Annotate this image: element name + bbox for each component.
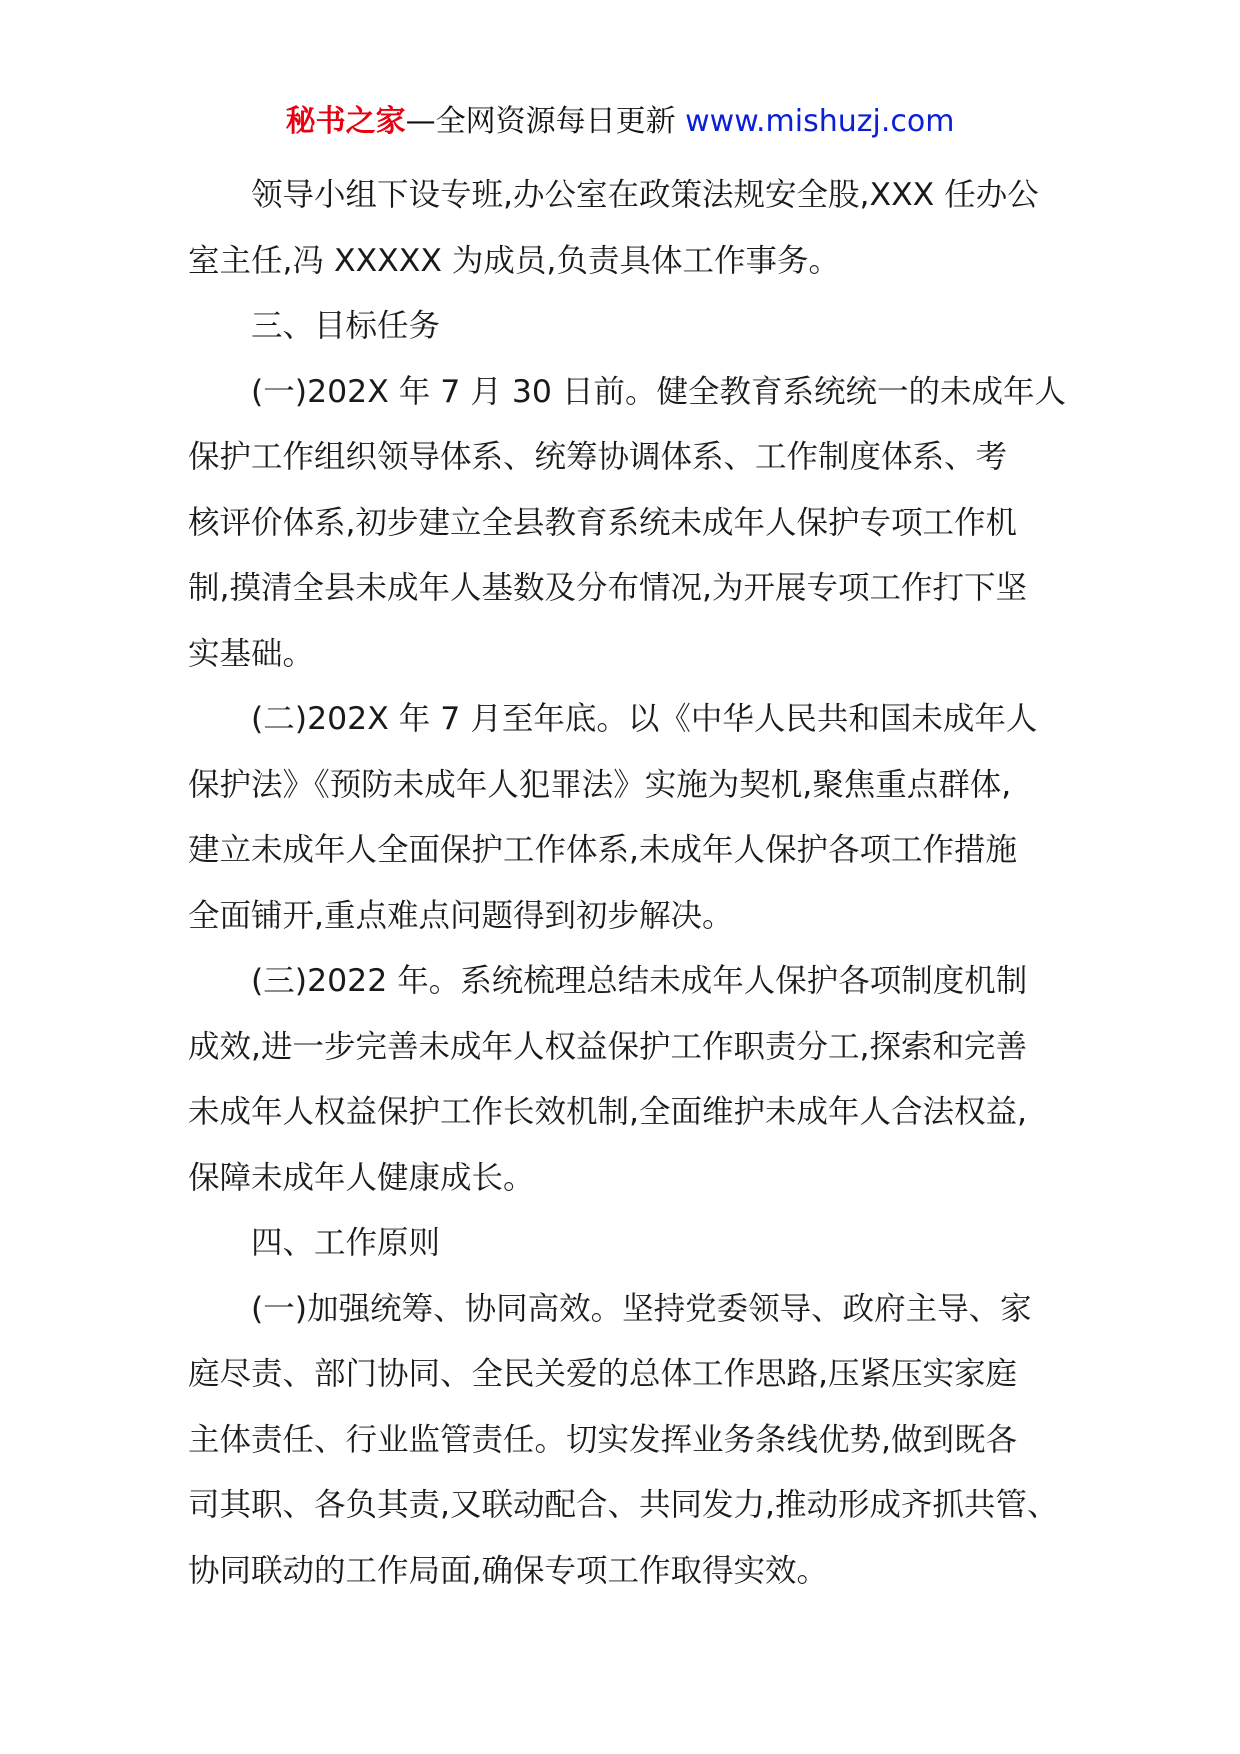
paragraph-principle-1: [188, 1277, 1068, 1605]
paragraph-goal-1: [188, 360, 1068, 688]
text-line: 保护法》《预防未成年人犯罪法》实施为契机,聚焦重点群体,: [188, 766, 1012, 803]
text-line: 保障未成年人健康成长。: [188, 1159, 535, 1196]
document-body: [188, 163, 1068, 1604]
text-line: 庭尽责、部门协同、全民关爱的总体工作思路,压紧压实家庭: [188, 1356, 1018, 1392]
text-line: (一)加强统筹、协同高效。坚持党委领导、政府主导、家: [251, 1290, 1032, 1327]
text-line: 领导小组下设专班,办公室在政策法规安全股,XXX 任办公: [251, 177, 1039, 213]
section-heading-principles: [188, 1211, 1068, 1277]
paragraph-goal-2: [188, 687, 1068, 949]
text-line: 核评价体系,初步建立全县教育系统未成年人保护专项工作机: [188, 504, 1018, 541]
text-line: 室主任,冯 XXXXX 为成员,负责具体工作事务。: [188, 242, 840, 279]
text-line: 成效,进一步完善未成年人权益保护工作职责分工,探索和完善: [188, 1028, 1028, 1065]
text-line: 主体责任、行业监管责任。切实发挥业务条线优势,做到既各: [188, 1421, 1018, 1458]
text-line: 全面铺开,重点难点问题得到初步解决。: [188, 897, 734, 934]
text-line: 建立未成年人全面保护工作体系,未成年人保护各项工作措施: [188, 832, 1018, 868]
text-line: 三、目标任务: [251, 308, 441, 344]
text-line: 四、工作原则: [251, 1225, 441, 1261]
paragraph-office: [188, 163, 1068, 294]
text-line: 协同联动的工作局面,确保专项工作取得实效。: [188, 1552, 829, 1589]
paragraph-goal-3: [188, 949, 1068, 1211]
page-header: [0, 100, 1240, 144]
text-line: 保护工作组织领导体系、统筹协调体系、工作制度体系、考: [188, 439, 1008, 475]
text-line: (三)2022 年。系统梳理总结未成年人保护各项制度机制: [251, 963, 1028, 999]
text-line: (二)202X 年 7 月至年底。以《中华人民共和国未成年人: [251, 701, 1038, 737]
text-line: 制,摸清全县未成年人基数及分布情况,为开展专项工作打下坚: [188, 570, 1028, 606]
site-url-link[interactable]: www.mishuzj.com: [685, 104, 955, 139]
text-line: (一)202X 年 7 月 30 日前。健全教育系统统一的未成年人: [251, 373, 1066, 410]
brand-name: 秘书之家: [285, 104, 406, 139]
text-line: 司其职、各负其责,又联动配合、共同发力,推动形成齐抓共管、: [188, 1487, 1059, 1523]
section-heading-goals: [188, 294, 1068, 360]
text-line: 实基础。: [188, 635, 315, 672]
header-tagline: —全网资源每日更新: [405, 104, 676, 139]
text-line: 未成年人权益保护工作长效机制,全面维护未成年人合法权益,: [188, 1094, 1028, 1130]
